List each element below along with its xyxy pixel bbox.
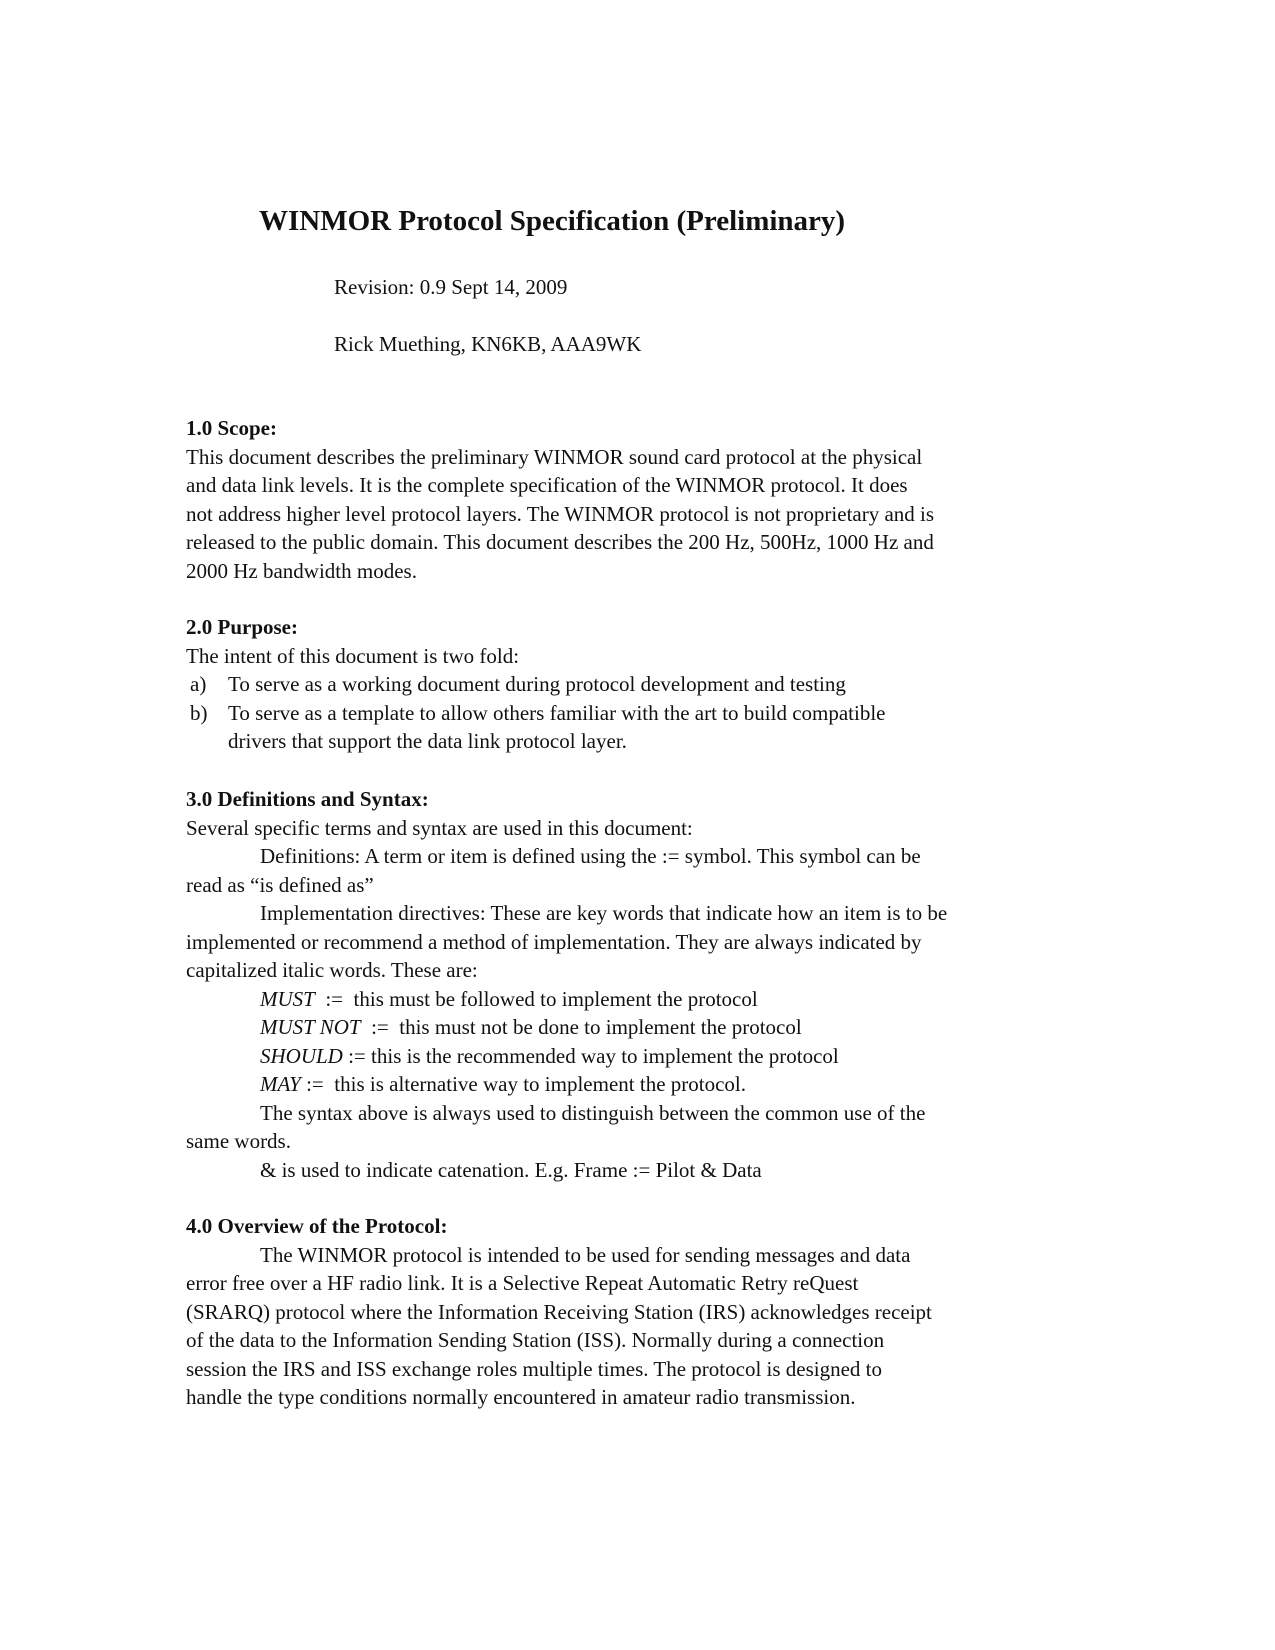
document-title: WINMOR Protocol Specification (Preliminary) xyxy=(259,205,846,237)
author-line: Rick Muething, KN6KB, AAA9WK xyxy=(334,332,642,356)
directive-description: := this must be followed to implement the protocol xyxy=(314,986,758,1011)
paragraph-line: The intent of this document is two fold: xyxy=(186,643,520,668)
paragraph-line: error free over a HF radio link. It is a Selective Repeat Automatic Retry reQuest xyxy=(186,1271,859,1295)
section-scope xyxy=(186,414,1096,585)
section-purpose xyxy=(186,613,1096,756)
paragraph-line: not address higher level protocol layers. The WINMOR protocol is not proprietary and is xyxy=(186,501,935,526)
revision-line: Revision: 0.9 Sept 14, 2009 xyxy=(334,275,568,299)
list-item xyxy=(186,699,1096,728)
paragraph-line: capitalized italic words. These are: xyxy=(186,958,478,982)
directive-term: MUST xyxy=(260,986,315,1011)
directive-line xyxy=(186,1013,1096,1042)
paragraph-line: (SRARQ) protocol where the Information Receiving Station (IRS) acknowledges receipt xyxy=(186,1299,932,1324)
section-overview xyxy=(186,1212,1096,1412)
directive-term: MUST NOT xyxy=(260,1015,361,1039)
directive-term: MAY xyxy=(260,1072,301,1096)
paragraph-line: same words. xyxy=(186,1129,291,1153)
section-heading: 3.0 Definitions and Syntax: xyxy=(186,787,429,811)
directive-term: SHOULD xyxy=(260,1043,343,1068)
list-item-continuation: drivers that support the data link protocol layer. xyxy=(228,729,627,753)
section-definitions xyxy=(186,785,1096,1184)
paragraph-line: The syntax above is always used to distinguish between the common use of the xyxy=(260,1100,926,1125)
paragraph-line: handle the type conditions normally encountered in amateur radio transmission. xyxy=(186,1385,856,1409)
paragraph-line: of the data to the Information Sending Station (ISS). Normally during a connection xyxy=(186,1328,885,1352)
list-item-text: To serve as a template to allow others familiar with the art to build compatible xyxy=(228,700,886,725)
directive-line xyxy=(186,1070,1096,1099)
section-heading: 4.0 Overview of the Protocol: xyxy=(186,1214,448,1238)
paragraph-line: This document describes the preliminary WINMOR sound card protocol at the physical xyxy=(186,444,923,469)
directive-description: := this is the recommended way to implement the protocol xyxy=(342,1043,839,1068)
list-item xyxy=(186,670,1096,699)
paragraph-line: Implementation directives: These are key words that indicate how an item is to be xyxy=(260,901,948,925)
directive-line xyxy=(186,985,1096,1014)
section-heading: 1.0 Scope: xyxy=(186,416,277,440)
paragraph-line: and data link levels. It is the complete specification of the WINMOR protocol. It does xyxy=(186,473,908,497)
paragraph-line: session the IRS and ISS exchange roles multiple times. The protocol is designed to xyxy=(186,1356,883,1381)
paragraph-line: read as “is defined as” xyxy=(186,872,374,897)
paragraph-line: implemented or recommend a method of implementation. They are always indicated by xyxy=(186,929,922,954)
paragraph-line: released to the public domain. This document describes the 200 Hz, 500Hz, 1000 Hz and xyxy=(186,530,934,554)
directive-line xyxy=(186,1042,1096,1071)
paragraph-line: Several specific terms and syntax are used in this document: xyxy=(186,815,693,840)
paragraph-line: The WINMOR protocol is intended to be used for sending messages and data xyxy=(260,1242,911,1267)
paragraph-line: 2000 Hz bandwidth modes. xyxy=(186,558,417,583)
directive-description: := this must not be done to implement the protocol xyxy=(360,1015,802,1039)
paragraph-line: & is used to indicate catenation. E.g. Frame := Pilot & Data xyxy=(260,1157,762,1182)
list-marker: a) xyxy=(190,672,207,696)
list-marker: b) xyxy=(190,700,208,725)
list-item-text: To serve as a working document during protocol development and testing xyxy=(228,672,846,696)
paragraph-line: Definitions: A term or item is defined using the := symbol. This symbol can be xyxy=(260,844,921,868)
directive-description: := this is alternative way to implement the protocol. xyxy=(300,1072,747,1096)
section-heading: 2.0 Purpose: xyxy=(186,615,298,639)
